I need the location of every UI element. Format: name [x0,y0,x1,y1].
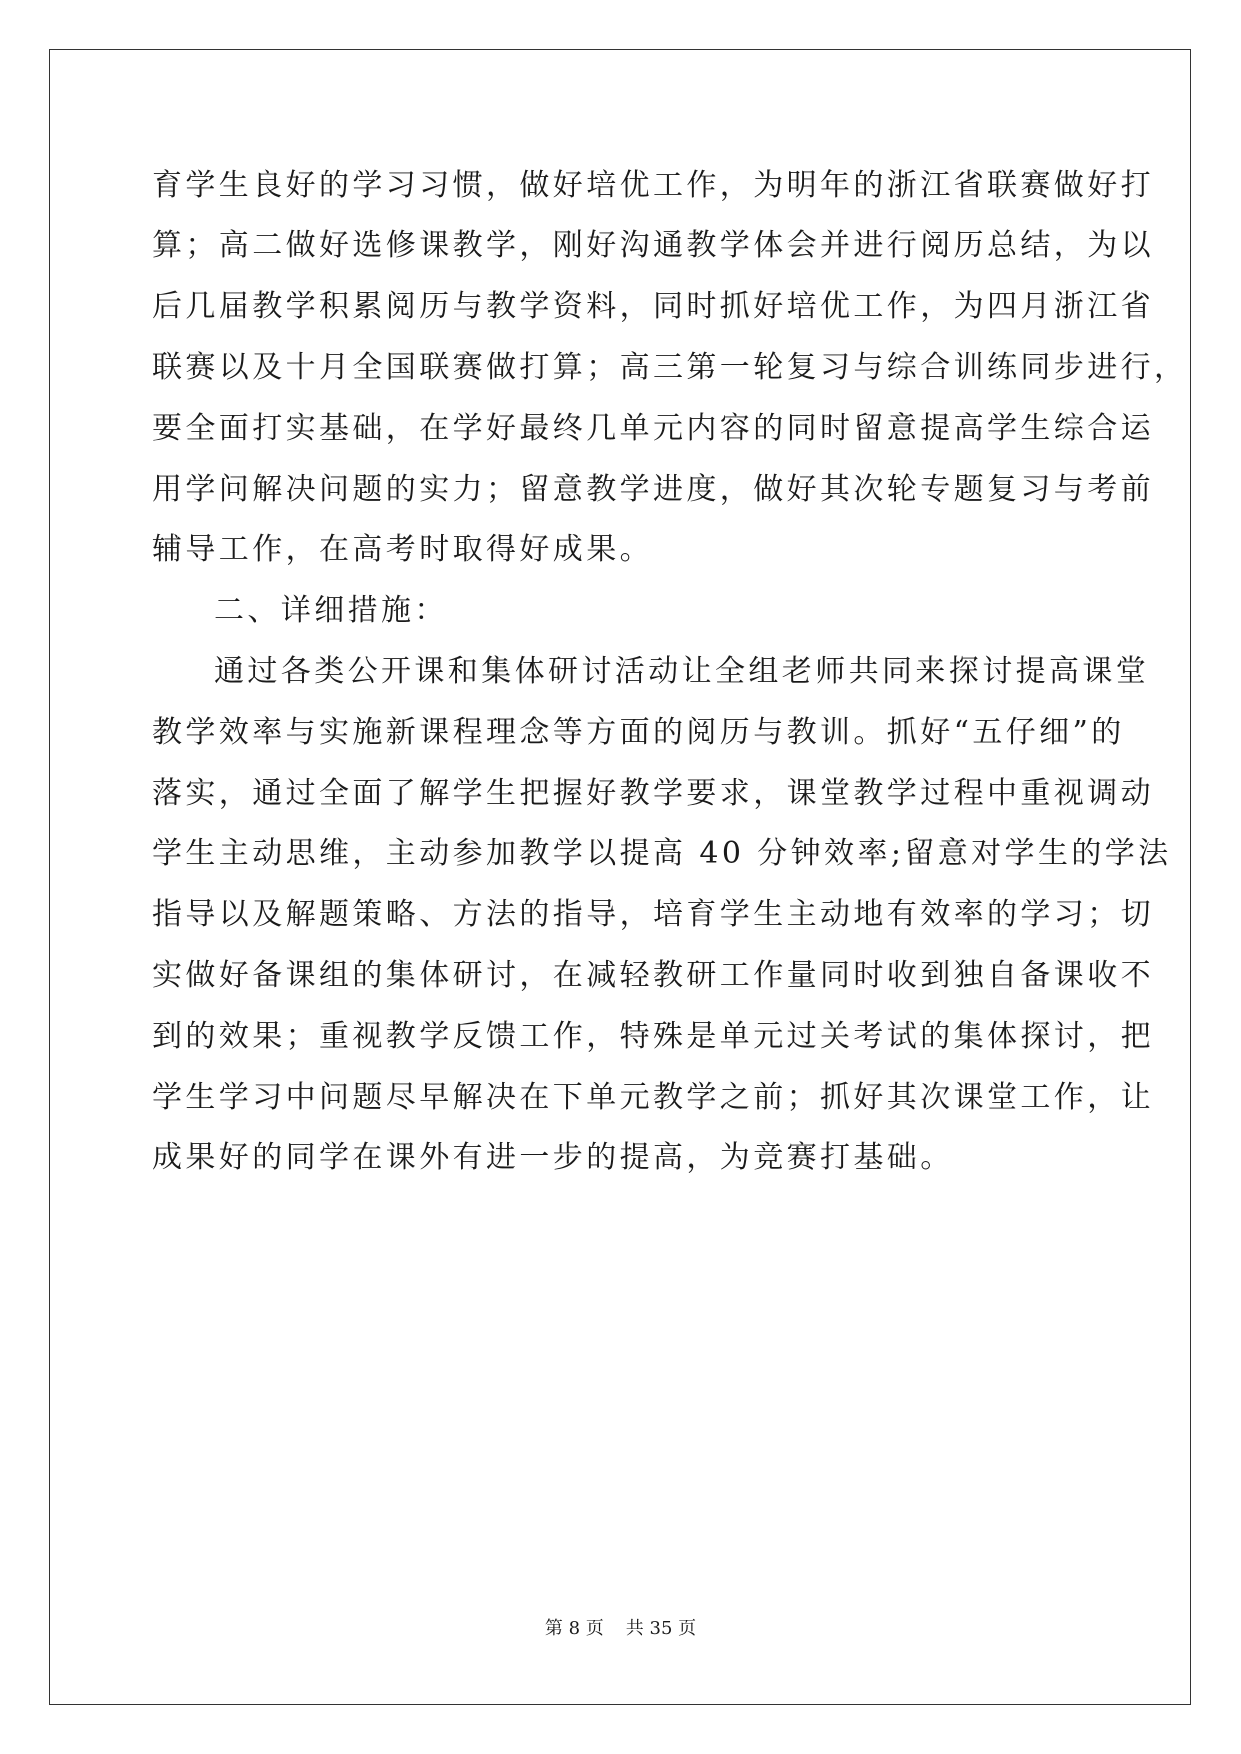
page-number-total: 共 35 页 [625,1618,697,1639]
paragraph-line: 育学生良好的学习习惯，做好培优工作，为明年的浙江省联赛做好打 [152,168,1154,203]
paragraph-line: 成果好的同学在课外有进一步的提高，为竞赛打基础。 [152,1140,954,1175]
paragraph-line: 辅导工作，在高考时取得好成果。 [152,532,653,567]
page-footer [0,1617,1241,1641]
paragraph-line: 实做好备课组的集体研讨，在减轻教研工作量同时收到独自备课收不 [152,958,1154,993]
paragraph-line: 指导以及解题策略、方法的指导，培育学生主动地有效率的学习；切 [152,897,1154,932]
paragraph-line: 要全面打实基础，在学好最终几单元内容的同时留意提高学生综合运 [152,411,1154,446]
paragraph-line: 通过各类公开课和集体研讨活动让全组老师共同来探讨提高课堂 [214,654,1150,689]
paragraph-line: 后几届教学积累阅历与教学资料，同时抓好培优工作，为四月浙江省 [152,289,1154,324]
section-heading: 二、详细措施： [214,593,448,628]
paragraph-line: 算；高二做好选修课教学，刚好沟通教学体会并进行阅历总结，为以 [152,228,1154,263]
paragraph-line: 教学效率与实施新课程理念等方面的阅历与教训。抓好“五仔细”的 [152,715,1125,750]
paragraph-line: 落实，通过全面了解学生把握好教学要求，课堂教学过程中重视调动 [152,776,1154,811]
paragraph-line: 用学问解决问题的实力；留意教学进度，做好其次轮专题复习与考前 [152,472,1154,507]
paragraph-line: 联赛以及十月全国联赛做打算；高三第一轮复习与综合训练同步进行， [152,350,1188,385]
paragraph-line: 学生主动思维，主动参加教学以提高 40 分钟效率;留意对学生的学法 [152,836,1172,871]
paragraph-line: 到的效果；重视教学反馈工作，特殊是单元过关考试的集体探讨，把 [152,1019,1154,1054]
page-number-current: 第 8 页 [544,1618,604,1639]
paragraph-line: 学生学习中问题尽早解决在下单元教学之前；抓好其次课堂工作，让 [152,1080,1154,1115]
